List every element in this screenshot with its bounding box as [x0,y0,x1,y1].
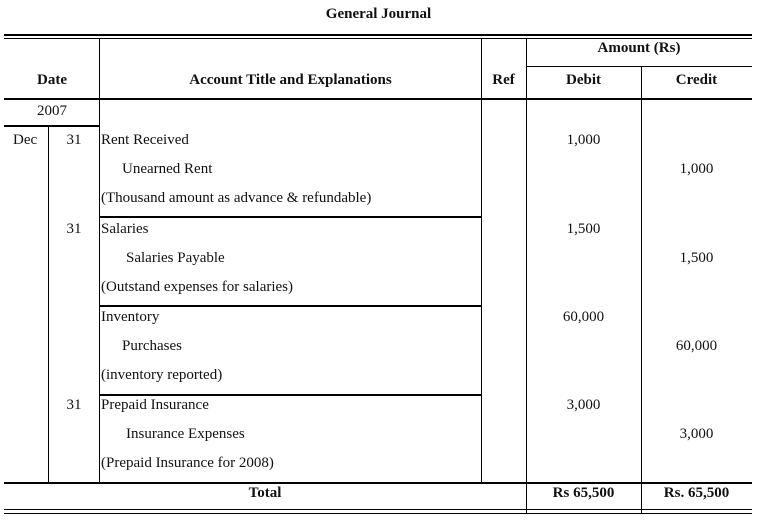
header-credit: Credit [675,72,718,88]
total-bottom-rule [4,509,752,510]
entry-credit-account: Insurance Expenses [126,426,245,442]
entry-separator-3 [100,394,481,396]
entry-separator-2 [100,305,481,307]
ref-debit-divider [526,38,527,514]
entry-debit-account: Salaries [101,221,149,237]
header-bottom-rule [4,98,752,100]
entry-day: 31 [66,397,82,413]
entry-debit-account: Inventory [101,309,160,325]
header-account: Account Title and Explanations [189,72,392,88]
amount-subheader-rule [526,66,752,67]
entry-credit-account: Salaries Payable [126,250,225,266]
entry-debit-amount: 3,000 [566,397,601,413]
header-date: Date [37,72,67,88]
journal-title: General Journal [325,6,432,22]
top-rule-thin [4,38,752,39]
total-label: Total [248,485,282,501]
year-row-rule [4,125,100,127]
total-credit: Rs. 65,500 [663,485,730,501]
entry-credit-amount: 1,500 [679,250,714,266]
entry-credit-account: Unearned Rent [122,161,213,177]
entry-debit-amount: 1,500 [566,221,601,237]
total-top-rule [4,482,752,484]
entry-credit-account: Purchases [122,338,182,354]
entry-credit-amount: 60,000 [675,338,718,354]
entry-debit-account: Prepaid Insurance [101,397,209,413]
entry-credit-amount: 1,000 [679,161,714,177]
debit-credit-divider [641,66,642,514]
header-ref: Ref [492,72,515,88]
entry-day: 31 [66,132,82,148]
total-debit: Rs 65,500 [552,485,615,501]
year-cell: 2007 [37,103,67,119]
entry-separator-1 [100,216,481,218]
total-bottom-rule-2 [4,513,752,514]
header-amount: Amount (Rs) [597,40,681,56]
entry-explanation: (Prepaid Insurance for 2008) [101,455,274,471]
entry-explanation: (Thousand amount as advance & refundable) [101,190,372,206]
entry-credit-amount: 3,000 [679,426,714,442]
entry-day: 31 [66,221,82,237]
header-debit: Debit [566,72,601,88]
entry-explanation: (Outstand expenses for salaries) [101,279,294,295]
entry-explanation: (inventory reported) [101,367,223,383]
entry-debit-amount: 1,000 [566,132,601,148]
entry-month: Dec [13,132,38,148]
account-ref-divider [481,38,482,482]
entry-debit-amount: 60,000 [562,309,605,325]
date-month-divider [48,127,49,482]
top-rule [4,34,752,36]
entry-debit-account: Rent Received [101,132,189,148]
